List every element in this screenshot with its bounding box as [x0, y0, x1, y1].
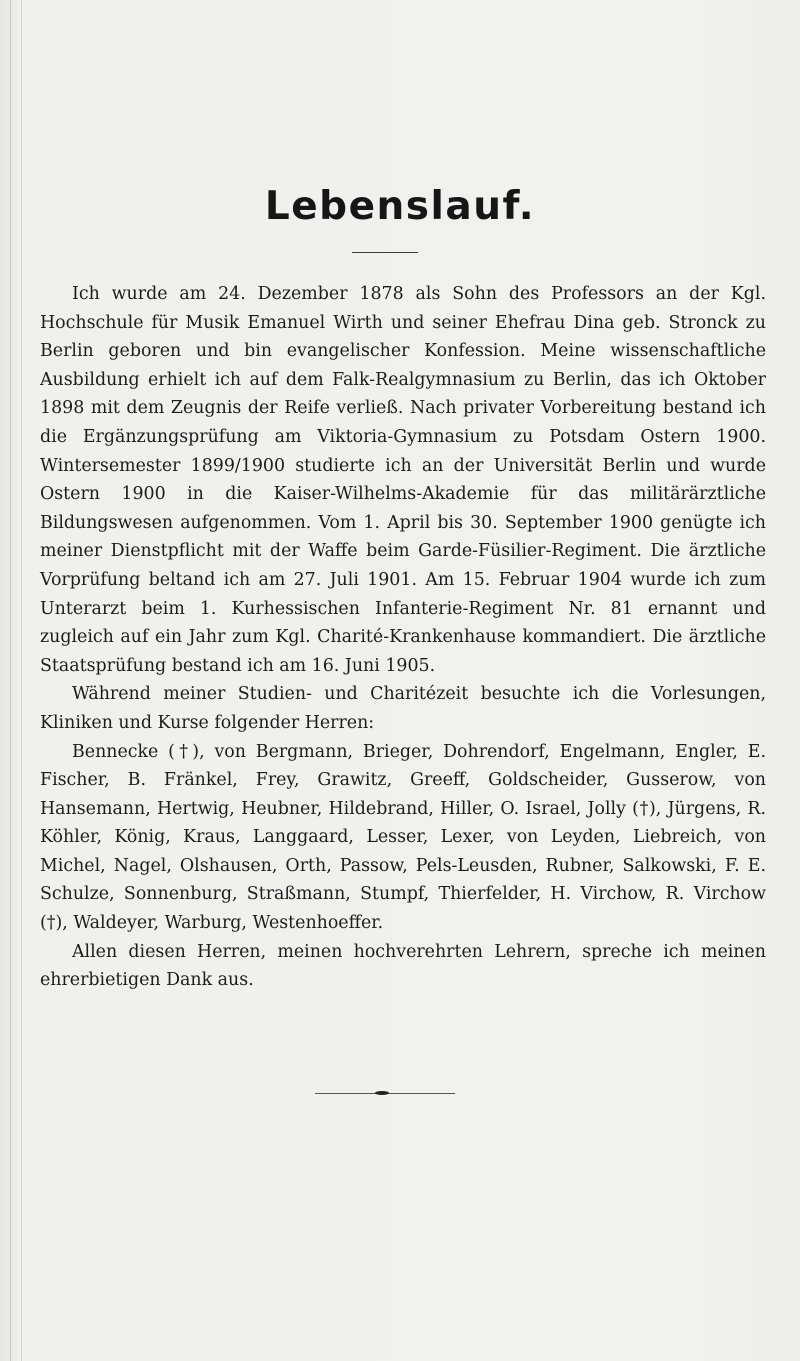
body-text [40, 280, 766, 995]
paragraph-thanks: Allen diesen Herren, meinen hochverehrten Lehrern, spreche ich meinen ehrerbietigen Dank aus. [40, 941, 766, 991]
end-ornament-mark [375, 1091, 389, 1095]
paragraph-studies-intro: Während meiner Studien- und Charitézeit besuchte ich die Vorlesungen, Kliniken und Kurse folgender Herren: [40, 684, 766, 733]
title-divider [352, 252, 418, 253]
end-ornament [315, 1089, 455, 1097]
paragraph-teachers-list: Bennecke (†), von Bergmann, Brieger, Dohrendorf, Engelmann, Engler, E. Fischer, B. Fränkel, Frey, Grawitz, Greeff, Goldscheider, Gusserow, von Hansemann, Hertwig, Heubner, Hildebrand, Hiller, O. Israel, Jolly (†), Jürgens, R. Köhler, König, Kraus, Langgaard, Lesser, Lexer, von Leyden, Liebreich, von Michel, Nagel, Olshausen, Orth, Passow, Pels-Leusden, Rubner, Salkowski, F. E. Schulze, Sonnenburg, Straßmann, Stumpf, Thierfelder, H. Virchow, R. Virchow (†), Waldeyer, Warburg, Westenhoeffer. [40, 741, 766, 934]
paragraph-biography: Ich wurde am 24. Dezember 1878 als Sohn des Professors an der Kgl. Hochschule für Musik Emanuel Wirth und seiner Ehefrau Dina geb. Stronck zu Berlin geboren und bin evangelischer Konfession. Meine wissenschaftliche Ausbildung erhielt ich auf dem Falk-Realgymnasium zu Berlin, das ich Oktober 1898 mit dem Zeugnis der Reife verließ. Nach privater Vorbereitung bestand ich die Ergänzungsprüfung am Viktoria-Gymnasium zu Potsdam Ostern 1900. Wintersemester 1899/1900 studierte ich an der Universität Berlin und wurde Ostern 1900 in die Kaiser-Wilhelms-Akademie für das militärärztliche Bildungswesen aufgenommen. Vom 1. April bis 30. September 1900 genügte ich meiner Dienstpflicht mit der Waffe beim Garde-Füsilier-Regiment. Die ärztliche Vorprüfung beltand ich am 27. Juli 1901. Am 15. Februar 1904 wurde ich zum Unterarzt beim 1. Kurhessischen Infanterie-Regiment Nr. 81 ernannt und zugleich auf ein Jahr zum Kgl. Charité-Krankenhause kommandiert. Die ärztliche Staatsprüfung bestand ich am 16. Juni 1905. [40, 284, 766, 676]
page-title: Lebenslauf. [264, 184, 536, 230]
